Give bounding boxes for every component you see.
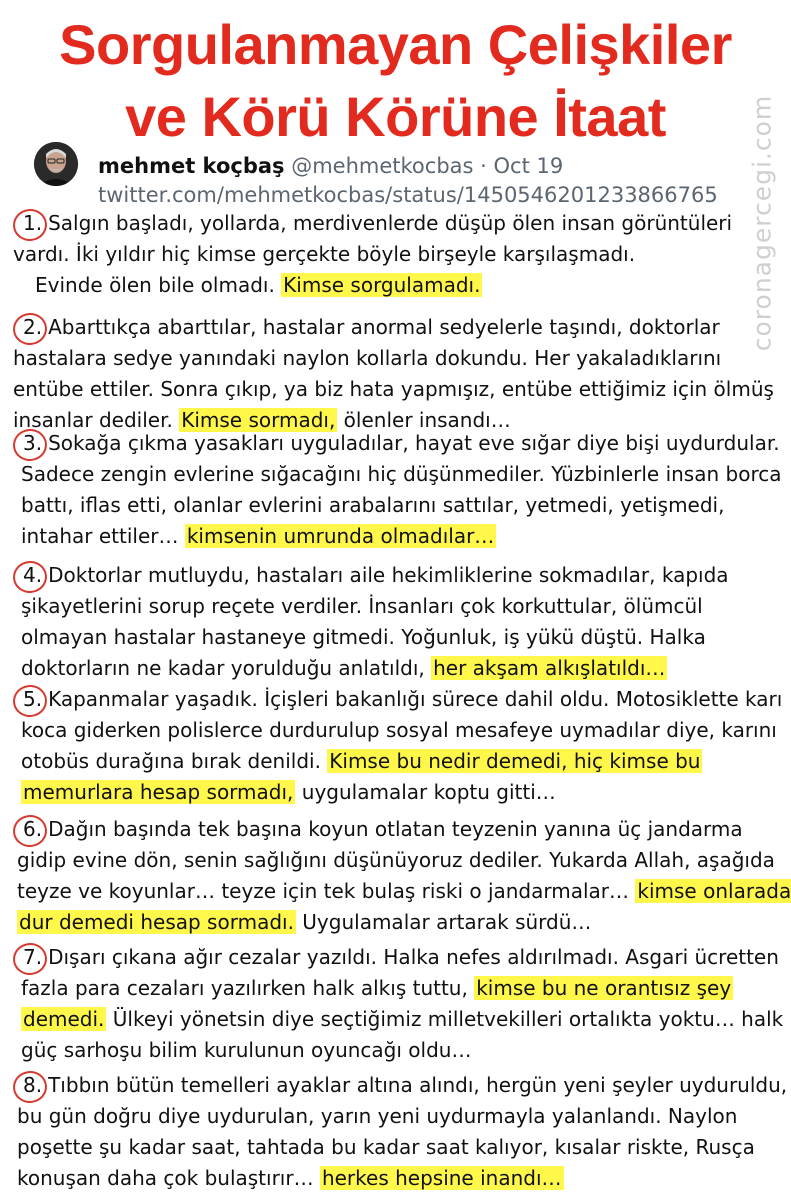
item-number-circled: 4. [13,560,48,591]
body-text: poşette şu kadar saat, tahtada bu kadar saat kalıyor, kısalar riskte, Rusça [17,1135,755,1159]
body-text: konuşan daha çok bulaştırır… [17,1166,320,1190]
highlighted-text: Kimse sormadı, [181,408,336,432]
text-line [13,1070,788,1101]
text-line [13,591,783,622]
body-text: Uygulamalar artarak sürdü… [295,910,592,934]
body-text: Sadece zengin evlerine sığacağını hiç düşünmediler. Yüzbinlerle insan borca [21,462,782,486]
list-item [13,1070,788,1194]
highlighted-text: her akşam alkışlatıldı… [433,656,666,680]
text-line [13,1004,783,1035]
text-line [13,560,783,591]
highlighted-text: herkes hepsine inandı… [321,1166,562,1190]
text-line [13,715,783,746]
text-line [13,653,783,684]
author-handle[interactable]: @mehmetkocbas [291,154,474,178]
body-text: güç sarhoşu bilim kurulunun oyuncağı oldu… [21,1038,472,1062]
body-text: ölenler insandı… [337,408,511,432]
highlighted-text: kimse bu ne orantısız şey [476,976,732,1000]
text-line [13,907,783,938]
list-item [13,428,783,552]
body-text: Evinde ölen bile olmadı. [35,273,282,297]
text-line [13,684,783,715]
body-text: olmayan hastalar hastaneye gitmedi. Yoğunluk, iş yükü düştü. Halka [21,625,706,649]
text-line [13,312,783,343]
text-line [13,1163,783,1194]
body-text: vardı. İki yıldır hiç kimse gerçekte böyle birşeyle karşılaşmadı. [13,242,636,266]
list-item [13,312,783,436]
list-item [13,814,791,938]
item-number-circled: 3. [13,428,48,459]
body-text: Abarttıkça abarttılar, hastalar anormal sedyelerle taşındı, doktorlar [48,315,720,339]
tweet-date[interactable]: Oct 19 [493,154,564,178]
highlighted-text: Kimse bu nedir demedi, hiç kimse bu [329,749,701,773]
text-line [13,876,791,907]
avatar[interactable] [34,142,78,186]
body-text: Salgın başladı, yollarda, merdivenlerde düşüp ölen insan görüntüleri [48,211,733,235]
body-text: intahar ettiler… [21,524,185,548]
item-number-circled: 5. [13,684,48,715]
text-line [13,942,783,973]
text-line [13,239,783,270]
title-line-2: ve Körü Körüne İtaat [125,85,666,148]
tweet-author [98,152,563,180]
body-text: Doktorlar mutluydu, hastaları aile hekimliklerine sokmadılar, kapıda [48,563,729,587]
body-text: fazla para cezaları yazılırken halk alkış tuttu, [21,976,475,1000]
body-text: entübe ettiler. Sonra çıkıp, ya biz hata yapmışız, entübe ettiğimiz için ölmüş [13,377,774,401]
text-line [13,746,783,777]
text-line [13,490,783,521]
item-number-circled: 6. [13,814,48,845]
list-item [13,208,783,301]
highlighted-text: demedi. [23,1007,105,1031]
text-line [13,428,783,459]
highlighted-text: Kimse sorgulamadı. [283,273,481,297]
text-line [13,1132,783,1163]
body-text: battı, iflas etti, olanlar evlerini arabalarını sattılar, yetmedi, yetişmedi, [21,493,725,517]
body-text: koca giderken polislerce durdurulup sosyal mesafeye uymadılar diye, karını [21,718,777,742]
text-line [13,1101,783,1132]
text-line [13,270,783,301]
text-line [13,343,783,374]
text-line [13,459,783,490]
item-number-circled: 1. [13,208,48,239]
highlighted-text: memurlara hesap sormadı, [23,780,294,804]
item-number-circled: 2. [13,312,48,343]
highlighted-text: kimsenin umrunda olmadılar… [186,524,495,548]
body-text: gidip evine dön, senin sağlığını düşünüyoruz dediler. Yukarda Allah, aşağıda [17,848,775,872]
body-text: bu gün doğru diye uydurulan, yarın yeni uydurmayla yalanlandı. Naylon [17,1104,738,1128]
text-line [13,374,783,405]
text-line [13,973,783,1004]
body-text: Ülkeyi yönetsin diye seçtiğimiz milletvekilleri ortalıkta yoktu… halk [106,1007,784,1031]
separator-dot: · [480,154,487,178]
body-text: Sokağa çıkma yasakları uyguladılar, hayat eve sığar diye bişi uydurdular. [48,431,780,455]
text-line [13,208,783,239]
body-text: hastalara sedye yanındaki naylon kollarla dokundu. Her yakaladıklarını [13,346,722,370]
body-text: teyze ve koyunlar… teyze için tek bulaş riski o jandarmalar… [17,879,636,903]
item-number-circled: 8. [13,1070,48,1101]
body-text: Kapanmalar yaşadık. İçişleri bakanlığı sürece dahil oldu. Motosiklette karı [48,687,783,711]
author-name[interactable]: mehmet koçbaş [98,154,285,178]
body-text: Dağın başında tek başına koyun otlatan teyzenin yanına üç jandarma [48,817,743,841]
body-text: Dışarı çıkana ağır cezalar yazıldı. Halka nefes aldırılmadı. Asgari ücretten [48,945,779,969]
text-line [13,814,783,845]
text-line [13,622,783,653]
list-item [13,560,783,684]
highlighted-text: kimse onlarada [635,879,791,903]
title-line-1: Sorgulanmayan Çelişkiler [59,13,732,76]
list-item [13,684,783,808]
text-line [13,845,783,876]
body-text: insanlar dediler. [13,408,180,432]
text-line [13,1035,783,1066]
body-text: otobüs durağına bırak denildi. [21,749,328,773]
watermark-text: coronagercegi.com [747,94,777,352]
body-text: Tıbbın bütün temelleri ayaklar altına alındı, hergün yeni şeyler uyduruldu, [48,1073,788,1097]
body-text: doktorların ne kadar yorulduğu anlatıldı, [21,656,432,680]
item-number-circled: 7. [13,942,48,973]
body-text: şikayetlerini sorup reçete verdiler. İnsanları çok korkuttular, ölümcül [21,594,703,618]
tweet-url[interactable]: twitter.com/mehmetkocbas/status/1450546201233866765 [98,183,718,207]
text-line [13,777,783,808]
body-text: uygulamalar koptu gitti… [295,780,556,804]
highlighted-text: dur demedi hesap sormadı. [19,910,294,934]
avatar-image [34,142,78,186]
text-line [13,521,783,552]
list-item [13,942,783,1066]
